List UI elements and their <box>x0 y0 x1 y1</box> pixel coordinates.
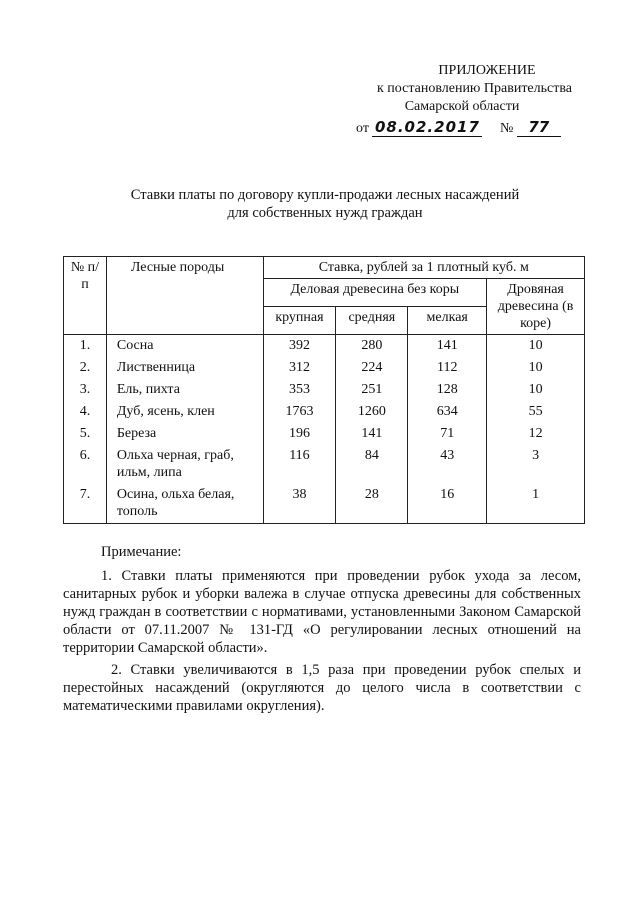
row-num: 4. <box>64 401 107 423</box>
note-item-1: 1. Ставки платы применяются при проведении рубок ухода за лесом, санитарных рубок и уборки валежа в случае отпуска древесины для собственных нужд граждан в соответствии с нормативами, установленными Законом Самарской области от 07.11.2007 № 131-ГД «О регулировании лесных отношений на территории Самарской области». <box>63 568 581 656</box>
table-row <box>64 357 585 379</box>
row-medium: 1260 <box>336 401 408 423</box>
document-title <box>60 186 590 222</box>
row-large: 1763 <box>263 401 336 423</box>
row-medium: 224 <box>336 357 408 379</box>
header-medium: средняя <box>336 307 408 335</box>
row-large: 116 <box>263 445 336 484</box>
row-species: Осина, ольха белая, тополь <box>106 484 263 524</box>
note-item-2: 2. Ставки увеличиваются в 1,5 раза при проведении рубок спелых и перестойных насаждений (округляются до целого числа в соответствии с математическими правилами округления). <box>63 662 581 714</box>
row-small: 141 <box>408 335 487 358</box>
row-medium: 141 <box>336 423 408 445</box>
row-small: 112 <box>408 357 487 379</box>
row-firewood: 1 <box>487 484 585 524</box>
row-firewood: 10 <box>487 357 585 379</box>
row-species: Сосна <box>106 335 263 358</box>
date-number-line <box>356 118 586 137</box>
row-firewood: 12 <box>487 423 585 445</box>
notes-heading: Примечание: <box>101 544 182 560</box>
row-small: 634 <box>408 401 487 423</box>
row-large: 38 <box>263 484 336 524</box>
header-species: Лесные породы <box>106 257 263 335</box>
row-small: 128 <box>408 379 487 401</box>
row-species: Дуб, ясень, клен <box>106 401 263 423</box>
row-species: Ольха черная, граб, ильм, липа <box>106 445 263 484</box>
table-row <box>64 379 585 401</box>
appendix-line-2: Самарской области <box>404 99 520 114</box>
notes-section <box>63 543 581 719</box>
table-row <box>64 401 585 423</box>
row-num: 2. <box>64 357 107 379</box>
handwritten-number: 77 <box>517 118 561 137</box>
document-title-line-2: для собственных нужд граждан <box>227 205 423 221</box>
header-num: № п/п <box>64 257 107 335</box>
row-num: 7. <box>64 484 107 524</box>
handwritten-date: 08.02.2017 <box>372 118 482 137</box>
table-row <box>64 445 585 484</box>
table-row <box>64 335 585 358</box>
row-firewood: 10 <box>487 335 585 358</box>
number-prefix: № <box>499 121 514 136</box>
row-medium: 251 <box>336 379 408 401</box>
header-firewood: Дровяная древесина (в коре) <box>487 279 585 335</box>
header-rate: Ставка, рублей за 1 плотный куб. м <box>263 257 585 279</box>
row-small: 71 <box>408 423 487 445</box>
row-species: Береза <box>106 423 263 445</box>
header-large: крупная <box>263 307 336 335</box>
row-medium: 28 <box>336 484 408 524</box>
row-medium: 280 <box>336 335 408 358</box>
header-business-wood: Деловая древесина без коры <box>263 279 487 307</box>
appendix-header <box>312 62 572 116</box>
document-title-line-1: Ставки платы по договору купли-продажи лесных насаждений <box>130 187 520 203</box>
row-firewood: 55 <box>487 401 585 423</box>
appendix-line-1: к постановлению Правительства <box>376 81 572 96</box>
header-small: мелкая <box>408 307 487 335</box>
row-small: 16 <box>408 484 487 524</box>
row-medium: 84 <box>336 445 408 484</box>
row-num: 1. <box>64 335 107 358</box>
row-firewood: 3 <box>487 445 585 484</box>
rates-table <box>63 256 585 524</box>
row-large: 392 <box>263 335 336 358</box>
table-row <box>64 484 585 524</box>
date-prefix: от <box>356 121 369 136</box>
row-num: 5. <box>64 423 107 445</box>
row-small: 43 <box>408 445 487 484</box>
table-row <box>64 423 585 445</box>
row-species: Лиственница <box>106 357 263 379</box>
row-large: 312 <box>263 357 336 379</box>
row-num: 3. <box>64 379 107 401</box>
row-num: 6. <box>64 445 107 484</box>
row-large: 353 <box>263 379 336 401</box>
row-firewood: 10 <box>487 379 585 401</box>
row-species: Ель, пихта <box>106 379 263 401</box>
row-large: 196 <box>263 423 336 445</box>
appendix-title: ПРИЛОЖЕНИЕ <box>438 63 536 78</box>
